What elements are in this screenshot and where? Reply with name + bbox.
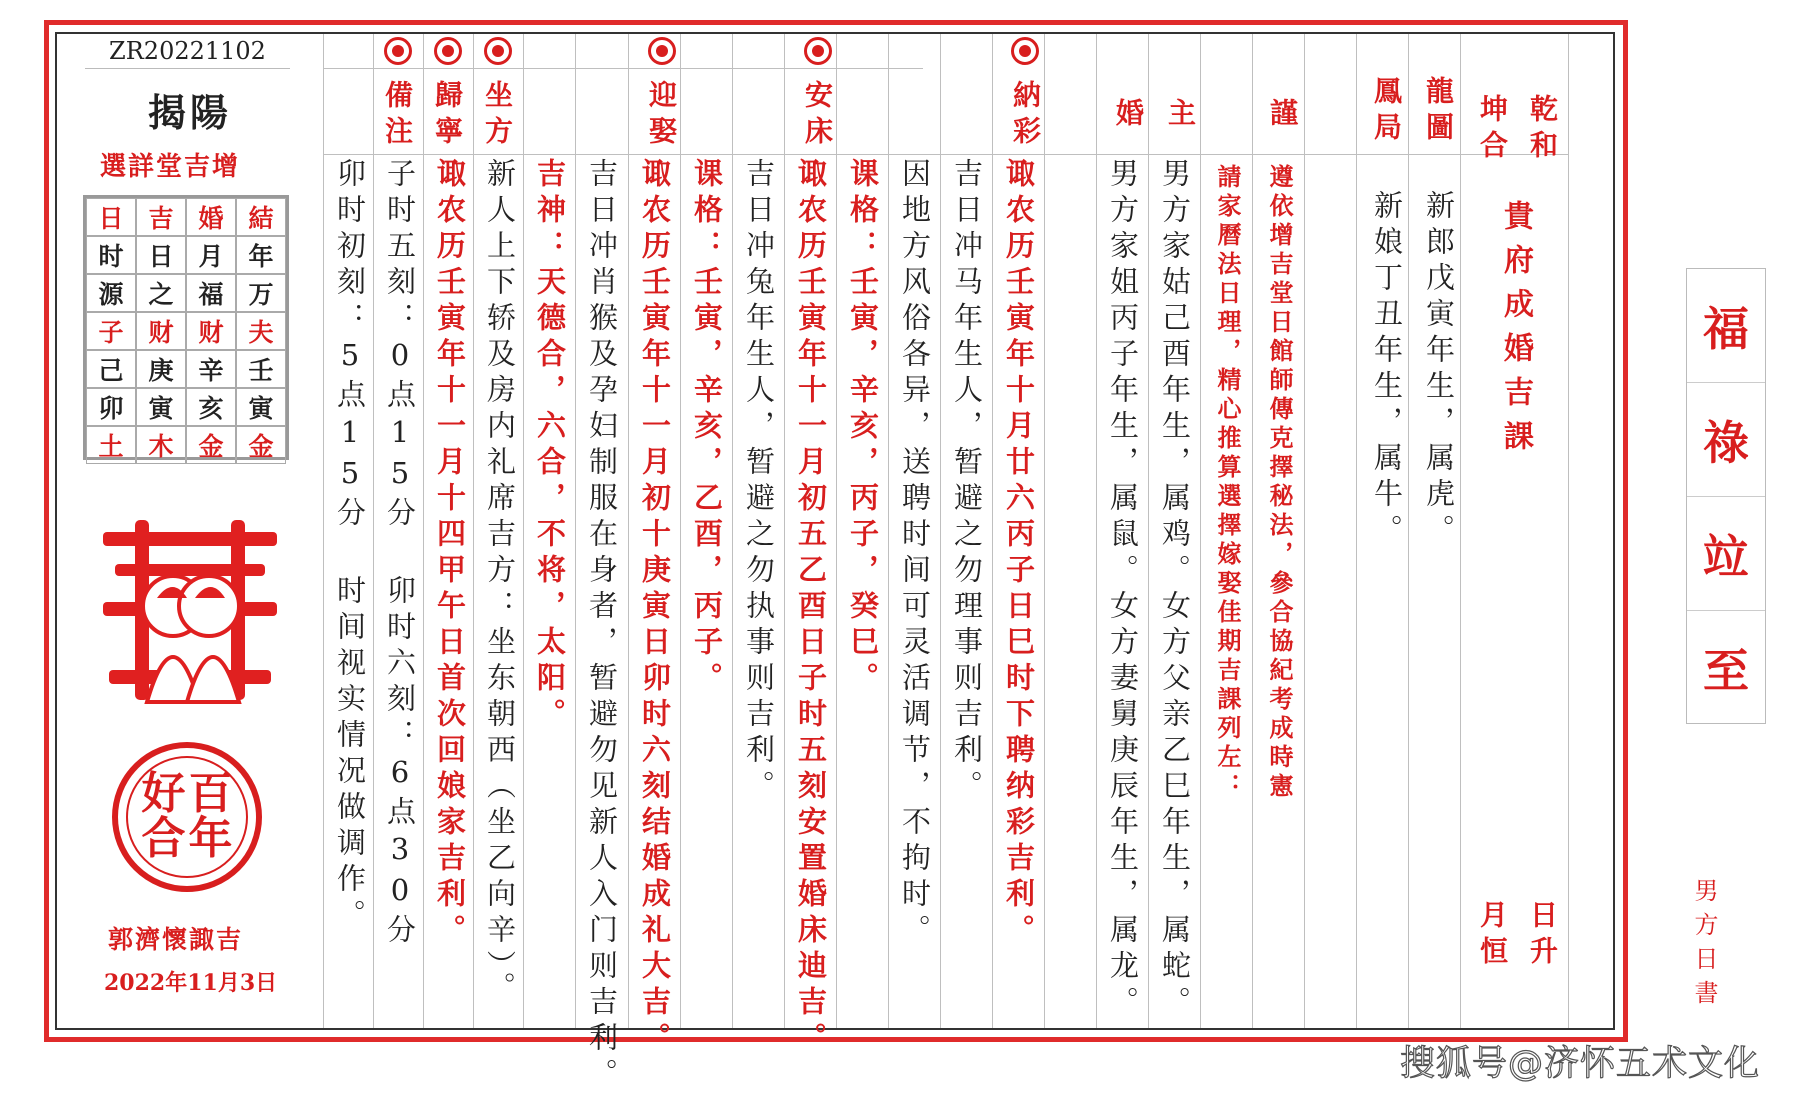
bainian-haohe-seal [112, 742, 262, 892]
text-column: 课格：壬寅，辛亥，乙酉，丙子。 [690, 158, 724, 698]
bazi-cell: 庚 [136, 350, 186, 388]
divider [888, 34, 889, 1028]
text-column: 吉日冲马年生人，暂避之勿理事则吉利。 [950, 158, 984, 806]
header-guining: 歸寧 [431, 80, 464, 152]
bazi-cell: 己 [86, 350, 136, 388]
bazi-table [83, 195, 289, 460]
text-column: 新郎戊寅年生，属虎。 [1422, 190, 1456, 550]
text-column: 新人上下轿及房内礼席吉方：坐东朝西（坐乙向辛）。 [483, 158, 517, 1008]
divider [836, 34, 837, 1028]
header-anchuang: 安床 [801, 80, 834, 152]
blessing-panel [1686, 268, 1766, 724]
text-column: 請家曆法日理，精心推算選擇嫁娶佳期吉課列左： [1213, 164, 1242, 802]
bazi-cell: 寅 [136, 388, 186, 426]
divider [1568, 34, 1569, 1028]
header-zuofang: 坐方 [481, 80, 514, 152]
circle-mark-icon [648, 37, 676, 65]
text-column: 吉日冲肖猴及孕妇制服在身者，暂避勿见新人入门则吉利。 [585, 158, 619, 1094]
text-column: 遵依增吉堂日館師傳克擇秘法，參合協紀考成時憲 [1265, 164, 1294, 802]
seal-char: 合 [141, 813, 186, 864]
seal-char: 好 [141, 768, 186, 819]
place-name: 揭陽 [148, 90, 233, 135]
bazi-cell: 日 [86, 198, 136, 236]
text-column: 男方家姐丙子年生，属鼠。女方妻舅庚辰年生，属龙。 [1106, 158, 1140, 1022]
header-hun: 婚 [1112, 98, 1145, 134]
divider [1200, 34, 1201, 1028]
hall-name: 選詳堂吉增 [100, 152, 241, 182]
text-column: 诹农历壬寅年十月廿六丙子日巳时下聘纳彩吉利。 [1002, 158, 1036, 950]
divider [784, 34, 785, 1028]
header-qianhe: 乾和 [1526, 94, 1559, 166]
divider [373, 34, 374, 1028]
double-happiness-couple-icon [95, 520, 285, 710]
divider [1304, 34, 1305, 1028]
header-jin: 謹 [1266, 98, 1299, 134]
blessing-char: 福 [1687, 269, 1765, 383]
blessing-char: 祿 [1687, 383, 1765, 497]
issue-date: 2022年11月3日 [104, 970, 278, 996]
bazi-cell: 子 [86, 312, 136, 350]
author-name: 郭濟懷諏吉 [108, 925, 244, 954]
text-column: 因地方风俗各异，送聘时间可灵活调节，不拘时。 [898, 158, 932, 950]
blessing-char: 至 [1703, 643, 1749, 698]
seal-char: 百 [188, 768, 233, 819]
circle-mark-icon [384, 37, 412, 65]
header-beizhu: 備注 [381, 80, 414, 152]
text-column: 课格：壬寅，辛亥，丙子，癸巳。 [846, 158, 880, 698]
divider [732, 34, 733, 1028]
circle-mark-icon [1011, 37, 1039, 65]
title-column: 貴府成婚吉課 [1498, 200, 1533, 464]
bazi-cell: 壬 [236, 350, 286, 388]
circle-mark-icon [434, 37, 462, 65]
divider [423, 34, 424, 1028]
blessing-char: 竝 [1687, 497, 1765, 611]
circle-mark-icon [484, 37, 512, 65]
bazi-cell: 土 [86, 426, 136, 464]
bazi-cell: 万 [236, 274, 286, 312]
bazi-cell: 金 [186, 426, 236, 464]
bazi-cell: 财 [136, 312, 186, 350]
header-nacai: 納彩 [1009, 80, 1042, 152]
bazi-cell: 結 [236, 198, 286, 236]
divider [473, 34, 474, 1028]
seal-char: 年 [188, 813, 233, 864]
header-yingqu: 迎娶 [645, 80, 678, 152]
divider [1096, 34, 1097, 1028]
footer-yueheng: 月恒 [1476, 900, 1509, 972]
bazi-cell: 寅 [236, 388, 286, 426]
watermark: 搜狐号@济怀五术文化 [1400, 1044, 1761, 1084]
divider [1408, 34, 1409, 1028]
text-column: 时间视实情况做调作。 [333, 575, 367, 935]
divider [992, 34, 993, 1028]
divider [1460, 34, 1461, 1028]
divider [323, 34, 324, 1028]
divider [523, 34, 524, 1028]
document-code: ZR20221102 [85, 34, 290, 69]
bazi-cell: 时 [86, 236, 136, 274]
bazi-cell: 亥 [186, 388, 236, 426]
text-column: 卯时六刻：6点30分 [383, 575, 417, 950]
header-kunhe: 坤合 [1476, 94, 1509, 166]
divider [1044, 34, 1045, 1028]
side-note: 男方日書 [1690, 878, 1718, 1014]
divider [628, 34, 629, 1028]
bazi-cell: 月 [186, 236, 236, 274]
bazi-cell: 金 [236, 426, 286, 464]
bazi-cell: 源 [86, 274, 136, 312]
bazi-cell: 福 [186, 274, 236, 312]
text-column: 新娘丁丑年生，属牛。 [1370, 190, 1404, 550]
footer-risheng: 日升 [1526, 900, 1559, 972]
bazi-cell: 年 [236, 236, 286, 274]
divider [1356, 34, 1357, 1028]
divider [575, 34, 576, 1028]
bazi-cell: 之 [136, 274, 186, 312]
text-column: 诹农历壬寅年十一月初十庚寅日卯时六刻结婚成礼大吉。 [638, 158, 672, 1058]
header-zhu: 主 [1164, 98, 1197, 134]
text-column: 诹农历壬寅年十一月十四甲午日首次回娘家吉利。 [433, 158, 467, 950]
circle-mark-icon [804, 37, 832, 65]
bazi-cell: 木 [136, 426, 186, 464]
header-rule [323, 68, 923, 69]
header-fengju: 鳳局 [1370, 76, 1403, 148]
header-rule [323, 154, 1568, 155]
text-column: 诹农历壬寅年十一月初五乙酉日子时五刻安置婚床迪吉。 [794, 158, 828, 1058]
divider [940, 34, 941, 1028]
bazi-cell: 日 [136, 236, 186, 274]
bazi-cell: 吉 [136, 198, 186, 236]
divider [1148, 34, 1149, 1028]
bazi-cell: 财 [186, 312, 236, 350]
text-column: 男方家姑己酉年生，属鸡。女方父亲乙巳年生，属蛇。 [1158, 158, 1192, 1022]
bazi-cell: 夫 [236, 312, 286, 350]
divider [1252, 34, 1253, 1028]
text-column: 子时五刻：0点15分 [383, 158, 417, 533]
bazi-cell: 卯 [86, 388, 136, 426]
header-longtu: 龍圖 [1422, 76, 1455, 148]
text-column: 卯时初刻：5点15分 [333, 158, 367, 533]
text-column: 吉神：天德合，六合，不将，太阳。 [533, 158, 567, 734]
divider [680, 34, 681, 1028]
text-column: 吉日冲兔年生人，暂避之勿执事则吉利。 [742, 158, 776, 806]
bazi-cell: 辛 [186, 350, 236, 388]
bazi-cell: 婚 [186, 198, 236, 236]
